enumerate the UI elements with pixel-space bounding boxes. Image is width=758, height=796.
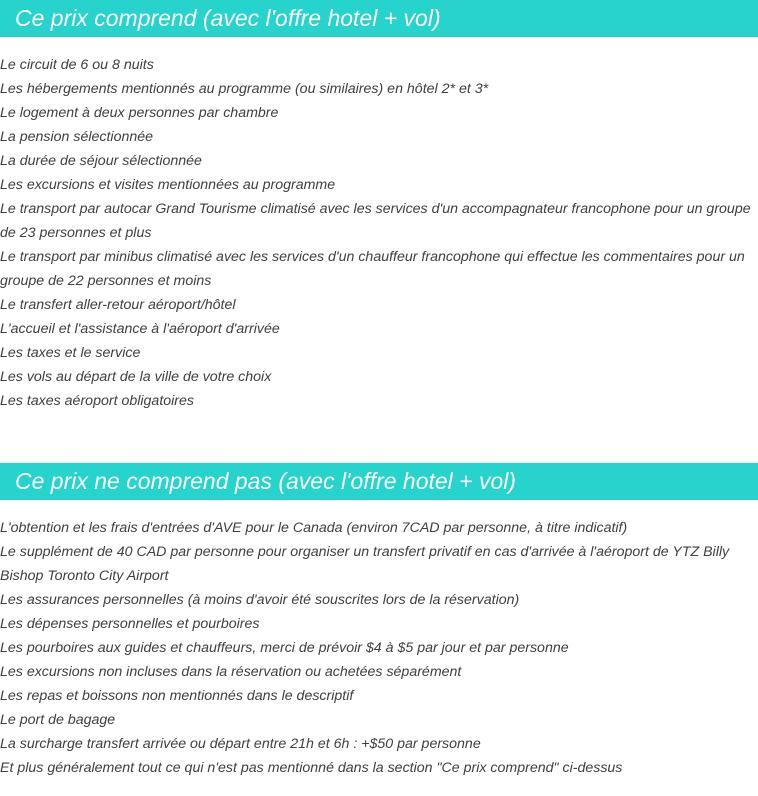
includes-heading: Ce prix comprend (avec l'offre hotel + vol) <box>0 0 758 37</box>
includes-item: Le transport par autocar Grand Tourisme climatisé avec les services d'un accompagnateur francophone pour un groupe de 23 personnes et plus <box>0 201 751 241</box>
includes-item: Le transport par minibus climatisé avec les services d'un chauffeur francophone qui effectue les commentaires pour un groupe de 22 personnes et moins <box>0 249 745 289</box>
includes-item: Le transfert aller-retour aéroport/hôtel <box>0 297 236 313</box>
excludes-item: La surcharge transfert arrivée ou départ entre 21h et 6h : +$50 par personne <box>0 736 481 752</box>
includes-item: Les taxes et le service <box>0 345 141 361</box>
includes-item: Les vols au départ de la ville de votre choix <box>0 369 272 385</box>
includes-item: La durée de séjour sélectionnée <box>0 153 202 169</box>
includes-item: La pension sélectionnée <box>0 129 154 145</box>
excludes-item: Les dépenses personnelles et pourboires <box>0 616 260 632</box>
excludes-item: Les pourboires aux guides et chauffeurs, merci de prévoir $4 à $5 par jour et par personne <box>0 640 569 656</box>
excludes-item: Les excursions non incluses dans la réservation ou achetées séparément <box>0 664 462 680</box>
includes-item: Les taxes aéroport obligatoires <box>0 393 195 409</box>
includes-item: L'accueil et l'assistance à l'aéroport d'arrivée <box>0 321 280 337</box>
includes-list <box>0 53 758 413</box>
includes-item: Le circuit de 6 ou 8 nuits <box>0 57 154 73</box>
excludes-list <box>0 516 758 780</box>
includes-item: Le logement à deux personnes par chambre <box>0 105 279 121</box>
excludes-item: L'obtention et les frais d'entrées d'AVE pour le Canada (environ 7CAD par personne, à titre indicatif) <box>0 520 628 536</box>
excludes-item: Le port de bagage <box>0 712 116 728</box>
excludes-item: Les repas et boissons non mentionnés dans le descriptif <box>0 688 354 704</box>
includes-item: Les hébergements mentionnés au programme (ou similaires) en hôtel 2* et 3* <box>0 81 489 97</box>
excludes-item: Le supplément de 40 CAD par personne pour organiser un transfert privatif en cas d'arrivée à l'aéroport de YTZ Billy Bishop Toronto City Airport <box>0 544 730 584</box>
excludes-heading: Ce prix ne comprend pas (avec l'offre hotel + vol) <box>0 463 758 500</box>
includes-item: Les excursions et visites mentionnées au programme <box>0 177 336 193</box>
excludes-item: Les assurances personnelles (à moins d'avoir été souscrites lors de la réservation) <box>0 592 520 608</box>
excludes-item: Et plus généralement tout ce qui n'est pas mentionné dans la section "Ce prix comprend" ci-dessus <box>0 760 623 776</box>
